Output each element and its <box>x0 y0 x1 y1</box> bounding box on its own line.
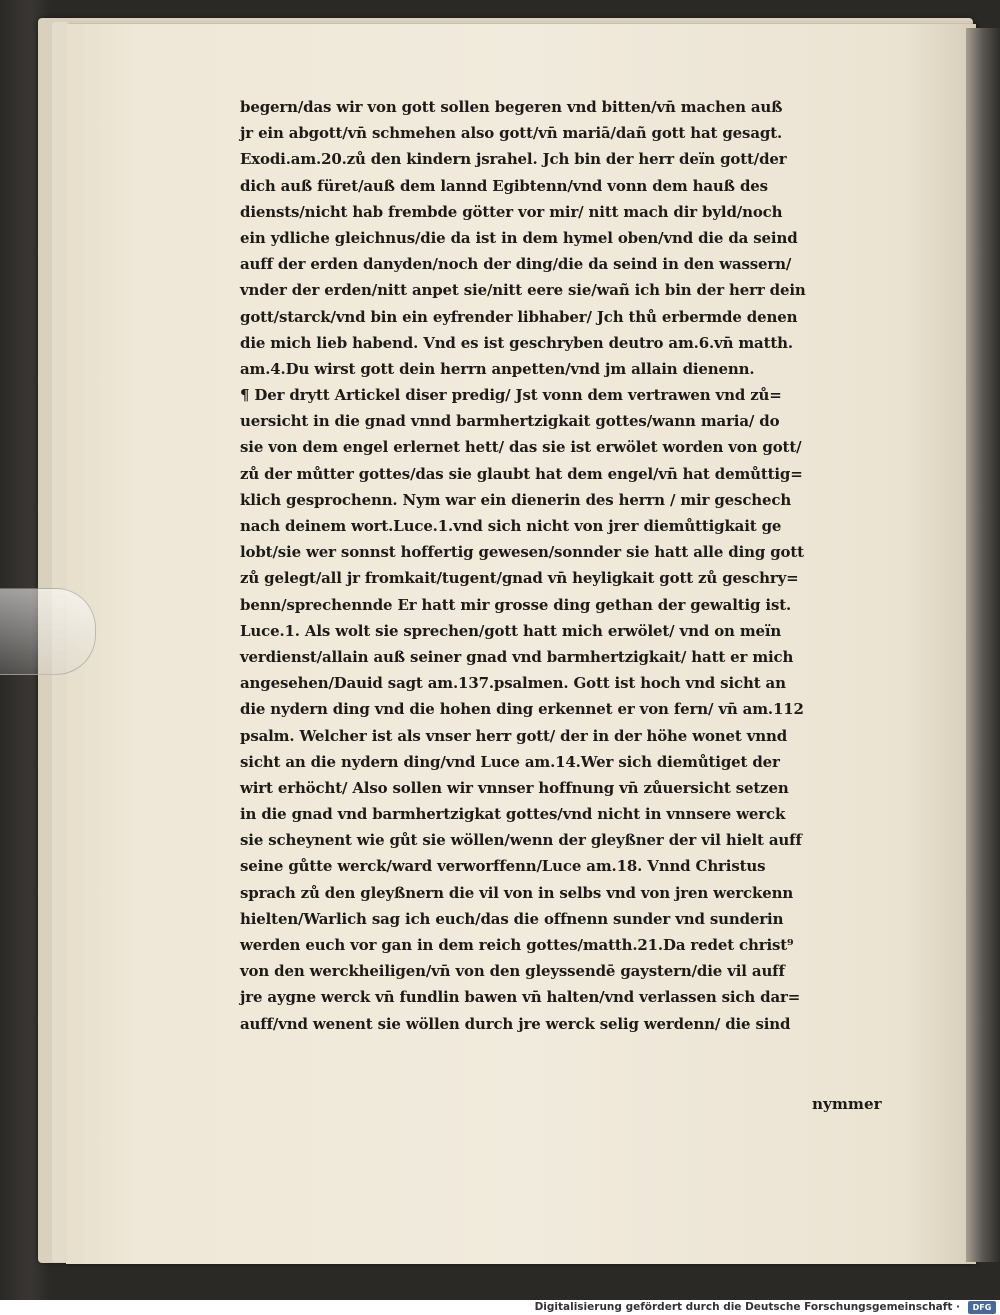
text-line: die nydern ding vnd die hohen ding erkennet er von fern/ vn̄ am.112 <box>240 700 804 719</box>
dfg-logo: DFG <box>968 1301 996 1314</box>
text-line: dich auß füret/auß dem lannd Egibtenn/vnd vonn dem hauß des <box>240 176 768 195</box>
text-line: seine gůtte werck/ward verworffenn/Luce am.18. Vnnd Christus <box>240 857 766 876</box>
plastic-page-clip <box>0 588 96 675</box>
text-line: angesehen/Dauid sagt am.137.psalmen. Gott ist hoch vnd sicht an <box>240 674 786 693</box>
text-line: wirt erhöcht/ Also sollen wir vnnser hoffnung vn̄ zůuersicht setzen <box>240 778 789 797</box>
text-line: die mich lieb habend. Vnd es ist geschryben deutro am.6.vn̄ matth. <box>240 333 793 352</box>
text-line: lobt/sie wer sonnst hoffertig gewesen/sonnder sie hatt alle ding gott <box>240 543 804 562</box>
text-line: Luce.1. Als wolt sie sprechen/gott hatt mich erwölet/ vnd on meïn <box>240 621 782 640</box>
text-line: klich gesprochenn. Nym war ein dienerin des herrn / mir geschech <box>240 490 792 509</box>
text-line: Exodi.am.20.zů den kindern jsrahel. Jch bin der herr deïn gott/der <box>240 150 787 169</box>
text-line: verdienst/allain auß seiner gnad vnd barmhertzigkait/ hatt er mich <box>240 647 794 666</box>
text-line: ein ydliche gleichnus/die da ist in dem hymel oben/vnd die da seind <box>240 228 798 247</box>
text-line: in die gnad vnd barmhertzigkat gottes/vnd nicht in vnnsere werck <box>240 805 786 824</box>
text-line: auff/vnd wenent sie wöllen durch jre werck selig werdenn/ die sind <box>240 1014 791 1033</box>
text-line: zů der můtter gottes/das sie glaubt hat dem engel/vn̄ hat demůttig= <box>240 464 803 483</box>
text-line: auff der erden danyden/noch der ding/die da seind in den wassern/ <box>240 255 792 274</box>
catchword: nymmer <box>812 1095 882 1113</box>
text-line: ¶ Der drytt Artickel diser predig/ Jst vonn dem vertrawen vnd zů= <box>240 386 782 405</box>
text-line: sie von dem engel erlernet hett/ das sie ist erwölet worden von gott/ <box>240 438 802 457</box>
text-line: begern/das wir von gott sollen begeren vnd bitten/vn̄ machen auß <box>240 98 783 116</box>
text-line: diensts/nicht hab frembde götter vor mir/ nitt mach dir byld/noch <box>240 202 783 221</box>
text-line: gott/starck/vnd bin ein eyfrender libhaber/ Jch thů erbermde denen <box>240 307 798 326</box>
text-line: jr ein abgott/vn̄ schmehen also gott/vn̄ mariā/dañ gott hat gesagt. <box>240 124 783 143</box>
text-line: nach deinem wort.Luce.1.vnd sich nicht von jrer diemůttigkait ge <box>240 517 782 535</box>
text-line: psalm. Welcher ist als vnser herr gott/ der in der höhe wonet vnnd <box>240 726 788 745</box>
text-line: uersicht in die gnad vnnd barmhertzigkait gottes/wann maria/ do <box>240 412 780 431</box>
text-line: jre aygne werck vn̄ fundlin bawen vn̄ halten/vnd verlassen sich dar= <box>240 988 801 1007</box>
text-line: sie scheynent wie gůt sie wöllen/wenn der gleyßner der vil hielt auff <box>240 831 802 850</box>
footer-credit: Digitalisierung gefördert durch die Deutsche Forschungsgemeinschaft · <box>534 1301 960 1313</box>
page-text-block <box>240 94 920 1037</box>
page-gutter-shadow <box>966 28 1000 1262</box>
text-line: benn/sprechennde Er hatt mir grosse ding gethan der gewaltig ist. <box>240 595 792 614</box>
text-line: am.4.Du wirst gott dein herrn anpetten/vnd jm allain dienenn. <box>240 359 755 378</box>
text-line: von den werckheiligen/vn̄ von den gleyssendē gaystern/die vil auff <box>240 962 785 981</box>
text-line: hielten/Warlich sag ich euch/das die offnenn sunder vnd sunderin <box>240 909 784 928</box>
text-line: sicht an die nydern ding/vnd Luce am.14.Wer sich diemůtiget der <box>240 752 780 771</box>
text-line: sprach zů den gleyßnern die vil von in selbs vnd von jren werckenn <box>240 883 794 902</box>
text-line: vnder der erden/nitt anpet sie/nitt eere sie/wañ ich bin der herr dein <box>240 281 806 300</box>
text-line: zů gelegt/all jr fromkait/tugent/gnad vn̄ heyligkait gott zů geschry= <box>240 569 799 588</box>
text-line: werden euch vor gan in dem reich gottes/matth.21.Da redet christ⁹ <box>240 936 794 954</box>
